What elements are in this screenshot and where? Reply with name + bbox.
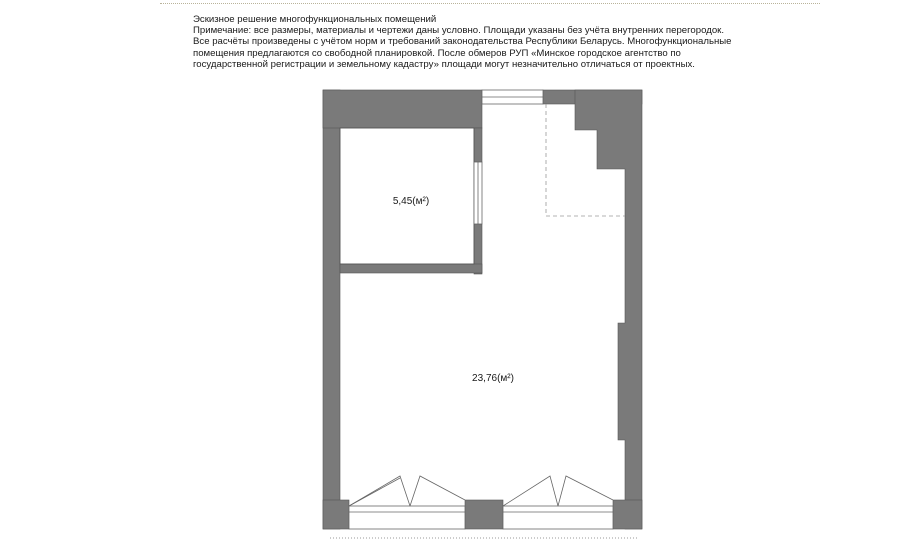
- window-top: [482, 90, 543, 104]
- bottom-glazing-right: [503, 506, 613, 529]
- wall-bottom-right: [613, 500, 642, 529]
- wall-bottom-left: [323, 500, 349, 529]
- partition-upper: [474, 128, 482, 162]
- folding-door-right: [503, 476, 613, 506]
- walls: [323, 90, 642, 529]
- notes-line-2: Все расчёты произведены с учётом норм и требований законодательства Республики Беларусь. Многофункциональные: [193, 36, 732, 48]
- notes-line-4: государственной регистрации и земельному кадастру» площади могут незначительно отличаться от проектных.: [193, 58, 695, 70]
- room-small-area: 5,45(м²): [392, 196, 430, 207]
- wall-right: [575, 90, 642, 529]
- bottom-glazing-left: [349, 506, 465, 529]
- partition-horizontal: [340, 264, 482, 273]
- notes-line-3: помещения предлагаются со свободной планировкой. После обмеров РУП «Минское городское агентство по: [193, 47, 681, 59]
- wall-left: [323, 90, 340, 529]
- wall-top-left: [323, 90, 482, 128]
- notes-title: Эскизное решение многофункциональных помещений: [193, 14, 437, 25]
- notes-line-1: Примечание: все размеры, материалы и чертежи даны условно. Площади указаны без учёта внутренних перегородок.: [193, 25, 725, 37]
- folding-door-left: [349, 476, 465, 506]
- room-main-area: 23,76(м²): [472, 373, 514, 384]
- partition-opening: [474, 162, 482, 224]
- wall-bottom-middle: [465, 500, 503, 529]
